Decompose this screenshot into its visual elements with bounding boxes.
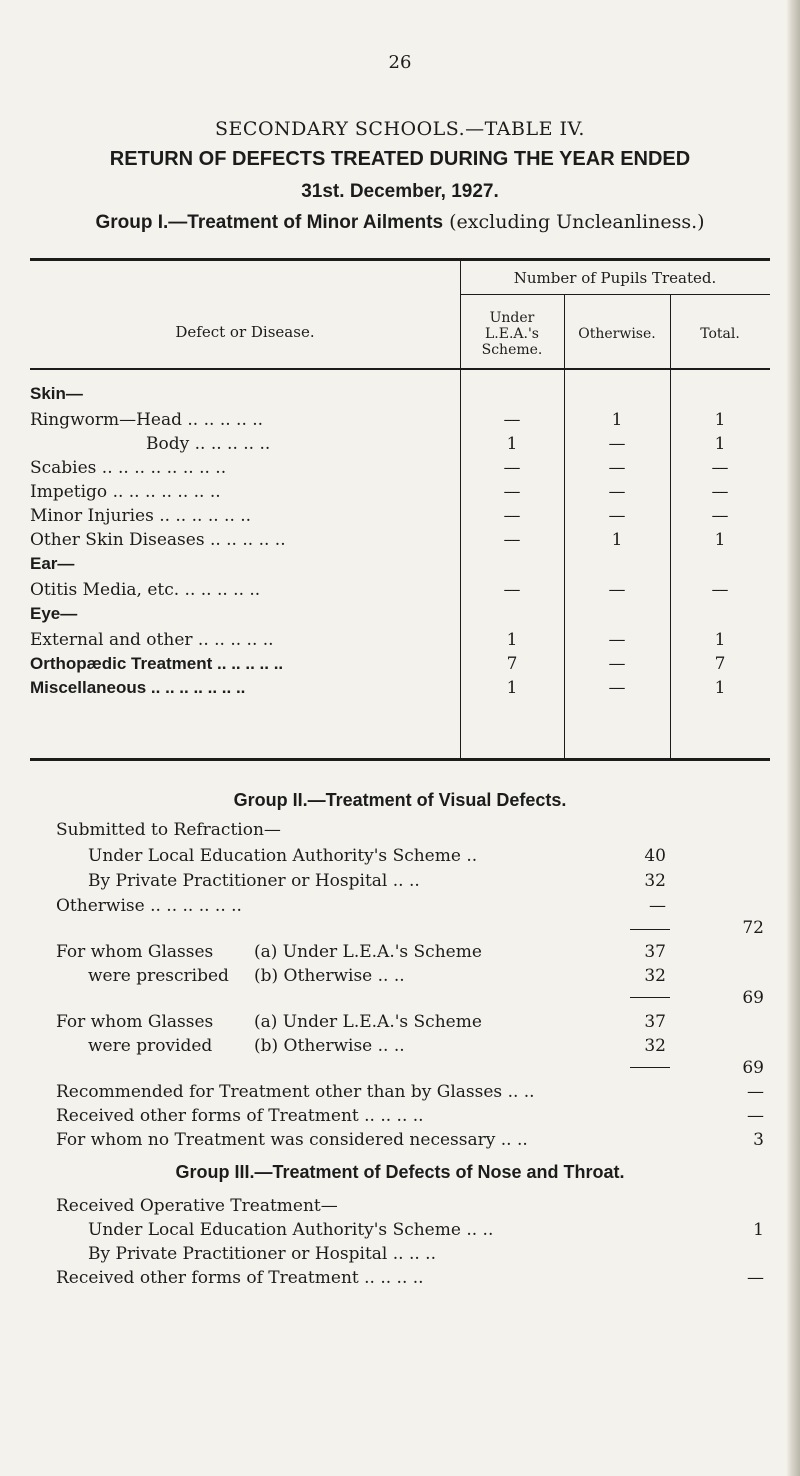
group2-provided-label: were provided	[88, 1036, 213, 1056]
cell-otherwise: 1	[611, 530, 623, 550]
header-under	[460, 310, 564, 358]
cell-under: —	[503, 482, 521, 502]
cell-total: —	[711, 580, 729, 600]
group2-prescribed-a: (a) Under L.E.A.'s Scheme	[254, 942, 482, 962]
cell-otherwise: —	[608, 458, 626, 478]
group2-prescribed-label: were prescribed	[88, 966, 229, 986]
row-label: Ear—	[30, 554, 75, 573]
cell-total: 1	[714, 434, 726, 454]
header-total: Total.	[700, 326, 740, 342]
group2-prescribed-a-value: 37	[644, 942, 666, 962]
row-label: Body .. .. .. .. ..	[146, 434, 271, 454]
header-under-line: L.E.A.'s	[484, 326, 539, 342]
group2-recommended-value: —	[747, 1082, 764, 1102]
row-label: Miscellaneous .. .. .. .. .. .. ..	[30, 678, 246, 697]
group2-under-local-value: 40	[644, 846, 666, 866]
group2-private-value: 32	[644, 871, 666, 891]
table-title: SECONDARY SCHOOLS.—TABLE IV.	[215, 118, 585, 140]
header-under-line: Under	[489, 310, 535, 326]
table-row	[30, 678, 770, 702]
group2-otherwise-value: —	[649, 896, 666, 916]
cell-under: —	[503, 458, 521, 478]
cell-total: —	[711, 482, 729, 502]
group2-prescribed-b-value: 32	[644, 966, 666, 986]
group2-prescribed-total: 69	[742, 988, 764, 1008]
group2-provided-a-value: 37	[644, 1012, 666, 1032]
group2-provided-b: (b) Otherwise .. ..	[254, 1036, 405, 1056]
header-otherwise: Otherwise.	[578, 326, 656, 342]
group2-received-other-value: —	[747, 1106, 764, 1126]
cell-otherwise: —	[608, 506, 626, 526]
header-under-line: Scheme.	[481, 342, 543, 358]
table-row	[30, 434, 770, 458]
group2-recommended: Recommended for Treatment other than by Glasses .. ..	[56, 1082, 535, 1102]
table-rule-header	[30, 368, 770, 370]
table-row	[30, 580, 770, 604]
table-row	[30, 654, 770, 678]
header-defect: Defect or Disease.	[175, 323, 315, 341]
cell-under: —	[503, 530, 521, 550]
group3-under-local-value: 1	[753, 1220, 764, 1240]
cell-under: 1	[506, 630, 518, 650]
main-title: RETURN OF DEFECTS TREATED DURING THE YEAR ENDED	[109, 148, 691, 170]
group2-received-other: Received other forms of Treatment .. .. .. ..	[56, 1106, 424, 1126]
group2-prescribed-label: For whom Glasses	[56, 942, 214, 962]
sum-rule	[630, 929, 670, 930]
group3-received-operative: Received Operative Treatment—	[56, 1196, 338, 1216]
date-line: 31st. December, 1927.	[301, 181, 499, 202]
table-rule-bottom	[30, 758, 770, 761]
page-number: 26	[388, 52, 412, 73]
cell-under: 1	[506, 434, 518, 454]
group2-private: By Private Practitioner or Hospital .. ..	[88, 871, 420, 891]
row-label: Orthopædic Treatment .. .. .. .. ..	[30, 654, 284, 673]
cell-under: 1	[506, 678, 518, 698]
group3-received-other-value: —	[747, 1268, 764, 1288]
table-rule-top	[30, 258, 770, 261]
group2-provided-total: 69	[742, 1058, 764, 1078]
row-label: Skin—	[30, 384, 83, 403]
group2-provided-label: For whom Glasses	[56, 1012, 214, 1032]
group2-prescribed-b: (b) Otherwise .. ..	[254, 966, 405, 986]
cell-total: 1	[714, 630, 726, 650]
cell-under: —	[503, 506, 521, 526]
table-row	[30, 410, 770, 434]
group2-no-treatment: For whom no Treatment was considered necessary .. ..	[56, 1130, 528, 1150]
cell-total: 1	[714, 530, 726, 550]
cell-total: —	[711, 506, 729, 526]
group2-provided-b-value: 32	[644, 1036, 666, 1056]
sum-rule	[630, 1067, 670, 1068]
cell-otherwise: 1	[611, 410, 623, 430]
cell-otherwise: —	[608, 482, 626, 502]
cell-under: 7	[506, 654, 518, 674]
row-label: Eye—	[30, 604, 78, 623]
group3-under-local: Under Local Education Authority's Scheme .. ..	[88, 1220, 494, 1240]
table-row	[30, 506, 770, 530]
group2-submitted: Submitted to Refraction—	[56, 820, 281, 840]
cell-total: 1	[714, 410, 726, 430]
cell-under: —	[503, 580, 521, 600]
table-rule-subheader	[460, 294, 770, 295]
row-label: Ringworm—Head .. .. .. .. ..	[30, 410, 264, 430]
row-label: External and other .. .. .. .. ..	[30, 630, 274, 650]
table-row	[30, 384, 770, 408]
cell-otherwise: —	[608, 580, 626, 600]
group1-heading	[0, 211, 800, 234]
sum-rule	[630, 997, 670, 998]
table-row	[30, 554, 770, 578]
group2-otherwise: Otherwise .. .. .. .. .. ..	[56, 896, 242, 916]
row-label: Minor Injuries .. .. .. .. .. ..	[30, 506, 252, 526]
group3-heading: Group III.—Treatment of Defects of Nose and Throat.	[175, 1162, 625, 1182]
group2-provided-a: (a) Under L.E.A.'s Scheme	[254, 1012, 482, 1032]
row-label: Scabies .. .. .. .. .. .. .. ..	[30, 458, 227, 478]
group3-private: By Private Practitioner or Hospital .. .. ..	[88, 1244, 436, 1264]
row-label: Other Skin Diseases .. .. .. .. ..	[30, 530, 286, 550]
cell-otherwise: —	[608, 434, 626, 454]
group3-received-other: Received other forms of Treatment .. .. .. ..	[56, 1268, 424, 1288]
header-number: Number of Pupils Treated.	[513, 269, 717, 287]
table-row	[30, 530, 770, 554]
group1-heading-bold: Group I.—Treatment of Minor Ailments	[95, 212, 444, 233]
group1-heading-normal: (excluding Uncleanliness.)	[443, 211, 705, 233]
group2-no-treatment-value: 3	[753, 1130, 764, 1150]
row-label: Otitis Media, etc. .. .. .. .. ..	[30, 580, 261, 600]
group2-under-local: Under Local Education Authority's Scheme ..	[88, 846, 478, 866]
cell-total: 7	[714, 654, 726, 674]
cell-under: —	[503, 410, 521, 430]
group2-refraction-total: 72	[742, 918, 764, 938]
cell-otherwise: —	[608, 630, 626, 650]
cell-otherwise: —	[608, 678, 626, 698]
cell-total: 1	[714, 678, 726, 698]
table-row	[30, 630, 770, 654]
table-row	[30, 482, 770, 506]
cell-otherwise: —	[608, 654, 626, 674]
row-label: Impetigo .. .. .. .. .. .. ..	[30, 482, 221, 502]
table-row	[30, 604, 770, 628]
group1-table	[30, 258, 770, 761]
cell-total: —	[711, 458, 729, 478]
table-row	[30, 458, 770, 482]
group2-heading: Group II.—Treatment of Visual Defects.	[233, 790, 567, 810]
